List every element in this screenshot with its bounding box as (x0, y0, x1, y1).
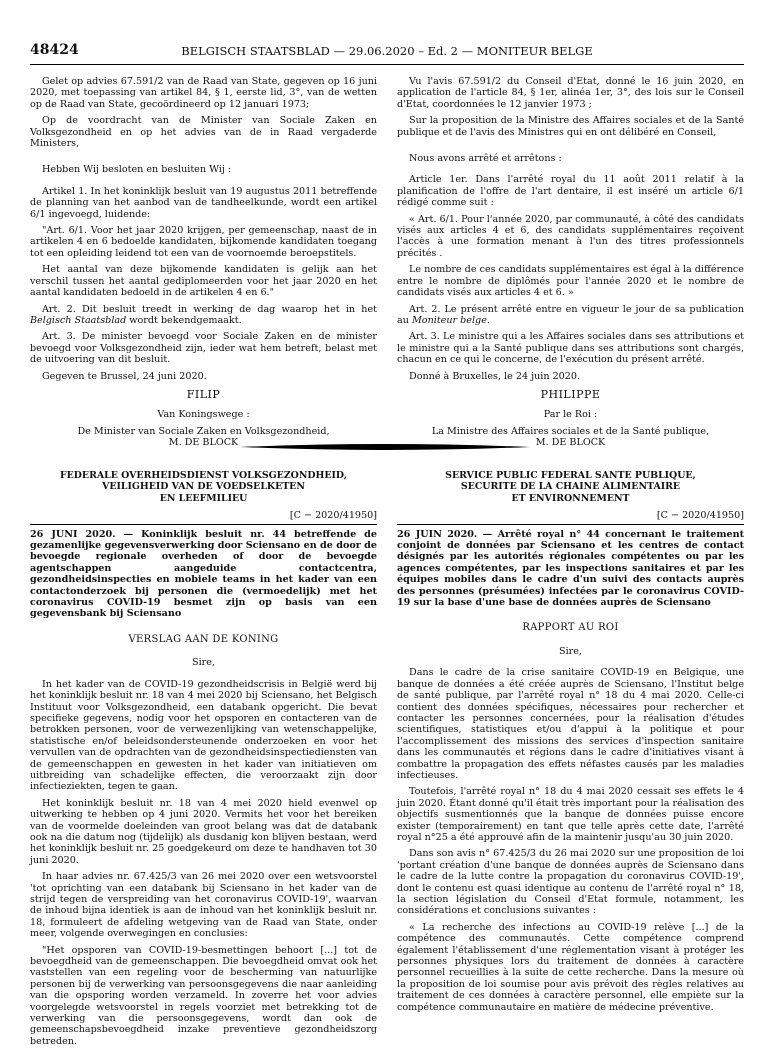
article-1-quote: Het aantal van deze bijkomende kandidaten is gelijk aan het verschil tussen het aantal gediplomeerden voor het jaar 2020 en het aantal kandidaten bedoeld in de artikelen 4 en 6." (30, 264, 377, 299)
org-name: FEDERALE OVERHEIDSDIENST VOLKSGEZONDHEID, (60, 470, 347, 481)
french-column (397, 76, 744, 454)
org-name: SECURITE DE LA CHAINE ALIMENTAIRE (460, 481, 681, 493)
decree-title: 26 JUNI 2020. — Koninklijk besluit nr. 44 betreffende de gezamenlijke gegevensverwerking door Sciensano en de door de bevoegde regionale overheden of door de bevoegde agentschappen aangeduide contactcentra, gezondheidsinspecties en mobiele teams in het kader van een contactonderzoek bij personen die (vermoedelijk) met het coronavirus COVID-19 besmet zijn op basis van een gegevensbank bij Sciensano (30, 528, 377, 620)
king-signature: PHILIPPE (540, 387, 601, 401)
org-name: ET ENVIRONNEMENT (511, 492, 630, 504)
body-paragraph: In haar advies nr. 67.425/3 van 26 mei 2020 over een wetsvoorstel 'tot oprichting van een databank bij Sciensano in het kader van de strijd tegen de verspreiding van het coronavirus COVID-19', waarvan de inhoud bijna identiek is aan de inhoud van het koninklijk besluit nr. 18, formuleert de afdeling wetgeving van de Raad van State, onder meer, volgende overwegingen en conclusies: (30, 871, 377, 940)
french-decree-section (397, 470, 744, 1018)
minister-name: M. DE BLOCK (168, 437, 239, 449)
intro-paragraph: Sur la proposition de la Ministre des Affaires sociales et de la Santé publique et de l'avis des Ministres qui en ont délibéré en Conseil, (397, 115, 744, 138)
page (30, 42, 744, 65)
body-paragraph: Dans le cadre de la crise sanitaire COVID-19 en Belgique, une banque de données a été créée auprès de Sciensano, l'Institut belge de santé publique, par l'arrêté royal n° 18 du 4 mai 2020. Celle-ci contient des données spécifiques, nécessaires pour rechercher et contacter les personnes concernées, pour la réalisation d'études scientifiques, statistiques et/ou d'appui à la politique et pour l'accomplissement des missions des services d'inspection sanitaire dans les communautés et régions dans le cadre d'initiatives visant à combattre la propagation des effets néfastes causés par les maladies infectieuses. (397, 667, 744, 781)
minister-title: De Minister van Sociale Zaken en Volksgezondheid, (77, 425, 330, 437)
body-paragraph: In het kader van de COVID-19 gezondheidscrisis in België werd bij het koninklijk besluit nr. 18 van 4 mei 2020 bij Sciensano, het Belgisch Instituut voor Volksgezondheid, een databank opgericht. Die bevat specifieke gegevens, nodig voor het opsporen en contacteren van de betrokken personen, voor de verwezenlijking van wetenschappelijke, statistische en/of beleidsondersteunende onderzoeken en voor het vervullen van de opdrachten van de gezondheidsinspectiediensten van de gemeenschappen en gewesten in het kader van initiatieven om uitbreiding van schadelijke effecten, die veroorzaakt zijn door infectieziekten, tegen te gaan. (30, 678, 377, 793)
report-title: VERSLAG AAN DE KONING (128, 633, 279, 645)
salutation: Sire, (192, 657, 215, 669)
article-1: Article 1er. Dans l'arrêté royal du 11 août 2011 relatif à la planification de l'offre de l'art dentaire, il est inséré un article 6/1 rédigé comme suit : (397, 174, 744, 209)
reference-number: [C − 2020/41950] (289, 510, 377, 522)
org-name: SERVICE PUBLIC FEDERAL SANTE PUBLIQUE, (445, 470, 696, 481)
body-paragraph: Het koninklijk besluit nr. 18 van 4 mei 2020 hield evenwel op uitwerking te hebben op 4 juni 2020. Vermits het voor het bereiken van de voormelde doeleinden van groot belang was dat de databank ook na die datum nog (tijdelijk) als dusdanig kon blijven bestaan, werd het koninklijk besluit nr. 25 goedgekeurd om deze te handhaven tot 30 juni 2020. (30, 797, 377, 866)
by-king: Van Koningswege : (157, 409, 250, 421)
page-header (30, 42, 744, 65)
gazette-title: BELGISCH STAATSBLAD — 29.06.2020 – Ed. 2 — MONITEUR BELGE (181, 44, 593, 58)
article-1-quote: Le nombre de ces candidats supplémentaires est égal à la différence entre le nombre de diplômés pour l'année 2020 et le nombre de candidats visés aux articles 4 et 6. » (397, 264, 744, 299)
body-paragraph: "Het opsporen van COVID-19-besmettingen behoort [...] tot de bevoegdheid van de gemeenschappen. Die bevoegdheid omvat ook het vaststellen van een regeling voor de bescherming van natuurlijke personen bij de verwerking van persoonsgegevens die naar aanleiding van die opsporing worden verzameld. In zoverre het voor advies voorgelegde wetsvoorstel in regels voorziet met betrekking tot de verwerking van die persoonsgegevens, wordt dan ook de gemeenschapsbevoegdheid inzake preventieve gezondheidszorg betreden. (30, 944, 377, 1047)
intro-paragraph: Vu l'avis 67.591/2 du Conseil d'Etat, donné le 16 juin 2020, en application de l'article 84, § 1er, alinéa 1er, 3°, des lois sur le Conseil d'Etat, coordonnées le 12 janvier 1973 ; (397, 76, 744, 110)
intro-paragraph: Gelet op advies 67.591/2 van de Raad van State, gegeven op 16 juni 2020, met toepassing van artikel 84, § 1, eerste lid, 3°, van de wetten op de Raad van State, gecoördineerd op 12 januari 1973; (30, 76, 377, 110)
decision-formula: Hebben Wij besloten en besluiten Wij : (42, 164, 232, 176)
report-title: RAPPORT AU ROI (522, 622, 619, 634)
salutation: Sire, (559, 645, 582, 657)
article-2: Art. 2. Dit besluit treedt in werking de dag waarop het in het Belgisch Staatsblad wordt bekendgemaakt. (30, 303, 377, 326)
given-line: Donné à Bruxelles, le 24 juin 2020. (409, 370, 581, 382)
intro-paragraph: Op de voordracht van de Minister van Sociale Zaken en Volksgezondheid en op het advies van de in Raad vergaderde Ministers, (30, 115, 377, 150)
article-2: Art. 2. Le présent arrêté entre en vigueur le jour de sa publication au Moniteur belge. (397, 303, 744, 326)
body-paragraph: « La recherche des infections au COVID-19 relève [...] de la compétence des communautés. Cette compétence comprend également l'établissement d'une réglementation visant à protéger les personnes physiques lors du traitement de données à caractère personnel recueillies à la suite de cette recherche. Dans la mesure où la proposition de loi soumise pour avis prévoit des règles relatives au traitement de ces données à caractère personnel, elle empiète sur la compétence communautaire en matière de médecine préventive. (397, 921, 744, 1013)
body-paragraph: Dans son avis n° 67.425/3 du 26 mai 2020 sur une proposition de loi 'portant création d'une banque de données auprès de Sciensano dans le cadre de la lutte contre la propagation du coronavirus COVID-19', dont le contenu est quasi identique au contenu de l'arrêté royal n° 18, la section législation du Conseil d'Etat formule, notamment, les considérations et conclusions suivantes : (397, 848, 744, 917)
article-1-quote: « Art. 6/1. Pour l'année 2020, par communauté, à côté des candidats visés aux articles 4 et 6, des candidats supplémentaires reçoivent l'accès à une formation menant à l'un des titres professionnels précités . (397, 213, 744, 259)
reference-number: [C − 2020/41950] (656, 510, 744, 522)
decision-formula: Nous avons arrêté et arrêtons : (409, 153, 562, 165)
org-name: EN LEEFMILIEU (159, 492, 248, 504)
minister-title: La Ministre des Affaires sociales et de la Santé publique, (431, 425, 710, 437)
org-name: VEILIGHEID VAN DE VOEDSELKETEN (102, 481, 305, 493)
page-number: 48424 (30, 42, 79, 58)
minister-name: M. DE BLOCK (535, 437, 606, 449)
article-3: Art. 3. Le ministre qui a les Affaires sociales dans ses attributions et le ministre qui a la Santé publique dans ses attributions sont chargés, chacun en ce qui le concerne, de l'exécution du présent arrêté. (397, 331, 744, 366)
article-1: Artikel 1. In het koninklijk besluit van 19 augustus 2011 betreffende de planning van het aanbod van de tandheelkunde, wordt een artikel 6/1 ingevoegd, luidende: (30, 185, 377, 220)
dutch-decree-section (30, 470, 377, 1052)
dutch-column (30, 76, 377, 454)
king-signature: FILIP (186, 387, 221, 401)
article-1-quote: "Art. 6/1. Voor het jaar 2020 krijgen, per gemeenschap, naast de in artikelen 4 en 6 bedoelde kandidaten, bijkomende kandidaten toegang tot een opleiding leidend tot een van de voornoemde beroepstitels. (30, 225, 377, 259)
decree-title: 26 JUIN 2020. — Arrêté royal n° 44 concernant le traitement conjoint de données par Sciensano et les centres de contact désignés par les autorités régionales compétentes ou par les agences compétentes, par les inspections sanitaires et par les équipes mobiles dans le cadre d'un suivi des contacts auprès des personnes (présumées) infectées par le coronavirus COVID-19 sur la base d'une base de données auprès de Sciensano (397, 528, 744, 609)
body-paragraph: Toutefois, l'arrêté royal n° 18 du 4 mai 2020 cessait ses effets le 4 juin 2020. Étant donné qu'il était très important pour la réalisation des objectifs susmentionnés que la banque de données puisse encore exister (temporairement) en tant que telle après cette date, l'arrêté royal n°25 a été approuvé afin de la maintenir jusqu'au 30 juin 2020. (397, 786, 744, 843)
by-king: Par le Roi : (543, 409, 598, 421)
article-3: Art. 3. De minister bevoegd voor Sociale Zaken en de minister bevoegd voor Volksgezondheid zijn, ieder wat hem betreft, belast met de uitvoering van dit besluit. (30, 331, 377, 366)
given-line: Gegeven te Brussel, 24 juni 2020. (42, 370, 207, 382)
